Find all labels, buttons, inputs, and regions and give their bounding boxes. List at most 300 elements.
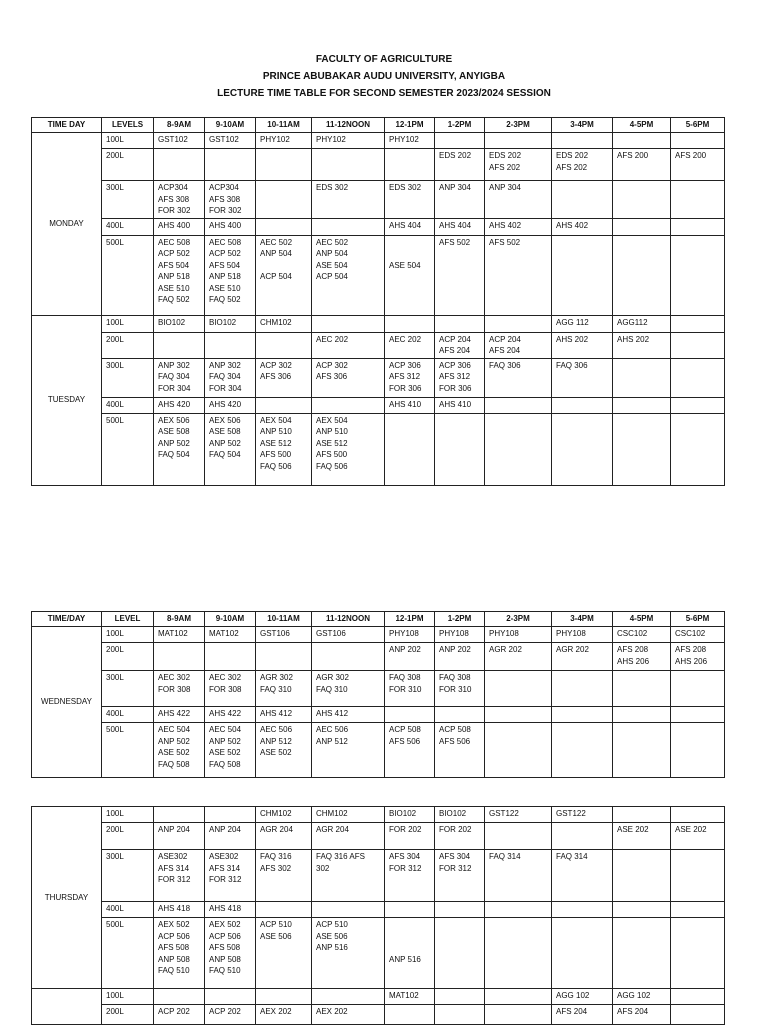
- course-cell: AEC 502 ANP 504 ASE 504 ACP 504: [312, 235, 385, 315]
- course-cell: AHS 410: [435, 397, 485, 413]
- course-cell: AFS 208 AHS 206: [613, 643, 671, 671]
- table-row: [32, 643, 725, 671]
- course-cell: ANP 302 FAQ 304 FOR 304: [154, 358, 205, 397]
- course-cell: ACP 204 AFS 204: [485, 332, 552, 358]
- course-cell: [154, 989, 205, 1005]
- course-cell: BIO102: [154, 315, 205, 332]
- course-cell: [312, 989, 385, 1005]
- course-cell: [485, 413, 552, 485]
- course-cell: [435, 918, 485, 989]
- column-header: 1-2PM: [435, 118, 485, 133]
- column-header: 2-3PM: [485, 612, 552, 627]
- table-row: [32, 902, 725, 918]
- course-cell: AEC 202: [312, 332, 385, 358]
- course-cell: [613, 397, 671, 413]
- course-cell: [256, 332, 312, 358]
- course-cell: ACP 202: [205, 1005, 256, 1025]
- faculty-heading: FACULTY OF AGRICULTURE: [315, 54, 453, 65]
- course-cell: ACP 306 AFS 312 FOR 306: [435, 358, 485, 397]
- course-cell: [671, 315, 725, 332]
- course-cell: [154, 149, 205, 181]
- course-cell: FAQ 314: [485, 850, 552, 902]
- course-cell: FOR 202: [435, 823, 485, 850]
- column-header: 8-9AM: [154, 612, 205, 627]
- level-cell: 200L: [102, 332, 154, 358]
- course-cell: FAQ 316 AFS 302: [256, 850, 312, 902]
- course-cell: ANP 302 FAQ 304 FOR 304: [205, 358, 256, 397]
- course-cell: ANP 202: [435, 643, 485, 671]
- table-row: [32, 315, 725, 332]
- column-header: 4-5PM: [613, 612, 671, 627]
- column-header: 12-1PM: [385, 612, 435, 627]
- course-cell: [435, 315, 485, 332]
- course-cell: CHM102: [312, 807, 385, 823]
- course-cell: [552, 902, 613, 918]
- course-cell: [671, 358, 725, 397]
- table-row: [32, 850, 725, 902]
- course-cell: ANP 304: [485, 181, 552, 219]
- course-cell: [435, 989, 485, 1005]
- course-cell: [205, 807, 256, 823]
- course-cell: [552, 823, 613, 850]
- course-cell: [613, 181, 671, 219]
- course-cell: FAQ 306: [552, 358, 613, 397]
- table-row: [32, 133, 725, 149]
- course-cell: [435, 902, 485, 918]
- course-cell: AHS 400: [154, 218, 205, 235]
- column-header: 1-2PM: [435, 612, 485, 627]
- course-cell: AGR 204: [312, 823, 385, 850]
- course-cell: ANP 304: [435, 181, 485, 219]
- table-row: [32, 807, 725, 823]
- course-cell: MAT102: [154, 627, 205, 643]
- course-cell: [613, 707, 671, 723]
- course-cell: AEC 504 ANP 502 ASE 502 FAQ 508: [154, 723, 205, 778]
- level-cell: 200L: [102, 1005, 154, 1025]
- course-cell: [485, 671, 552, 707]
- course-cell: AHS 202: [552, 332, 613, 358]
- course-cell: AHS 412: [312, 707, 385, 723]
- course-cell: [435, 133, 485, 149]
- table-row: [32, 332, 725, 358]
- course-cell: AFS 502: [485, 235, 552, 315]
- course-cell: [485, 989, 552, 1005]
- level-cell: 100L: [102, 133, 154, 149]
- course-cell: ASE 202: [613, 823, 671, 850]
- level-cell: 500L: [102, 723, 154, 778]
- course-cell: AHS 420: [154, 397, 205, 413]
- course-cell: AHS 402: [485, 218, 552, 235]
- course-cell: AGR 302 FAQ 310: [256, 671, 312, 707]
- column-header: 3-4PM: [552, 118, 613, 133]
- course-cell: [552, 397, 613, 413]
- course-cell: ANP 204: [154, 823, 205, 850]
- column-header: 9-10AM: [205, 118, 256, 133]
- course-cell: FOR 202: [385, 823, 435, 850]
- timetable-table-1: [31, 117, 725, 486]
- course-cell: AHS 202: [613, 332, 671, 358]
- course-cell: AEX 506 ASE 508 ANP 502 FAQ 504: [154, 413, 205, 485]
- course-cell: ACP 204 AFS 204: [435, 332, 485, 358]
- course-cell: AEC 302 FOR 308: [205, 671, 256, 707]
- course-cell: [671, 181, 725, 219]
- course-cell: [552, 723, 613, 778]
- column-header: 10-11AM: [256, 118, 312, 133]
- course-cell: [154, 332, 205, 358]
- course-cell: AEC 506 ANP 512: [312, 723, 385, 778]
- course-cell: [671, 807, 725, 823]
- course-cell: EDS 302: [312, 181, 385, 219]
- course-cell: [385, 707, 435, 723]
- level-cell: 400L: [102, 902, 154, 918]
- course-cell: ACP 508 AFS 506: [385, 723, 435, 778]
- column-header: TIME DAY: [32, 118, 102, 133]
- day-cell: [32, 989, 102, 1025]
- course-cell: AEC 508 ACP 502 AFS 504 ANP 518 ASE 510 FAQ 502: [154, 235, 205, 315]
- course-cell: AEX 506 ASE 508 ANP 502 FAQ 504: [205, 413, 256, 485]
- course-cell: [485, 902, 552, 918]
- course-cell: AGG 102: [613, 989, 671, 1005]
- column-header: 11-12NOON: [312, 118, 385, 133]
- table-row: [32, 149, 725, 181]
- course-cell: ACP 510 ASE 506: [256, 918, 312, 989]
- course-cell: [613, 807, 671, 823]
- course-cell: [312, 315, 385, 332]
- course-cell: AEC 508 ACP 502 AFS 504 ANP 518 ASE 510 FAQ 502: [205, 235, 256, 315]
- course-cell: [485, 723, 552, 778]
- level-cell: 200L: [102, 643, 154, 671]
- table-row: [32, 218, 725, 235]
- course-cell: ANP 204: [205, 823, 256, 850]
- course-cell: [312, 218, 385, 235]
- course-cell: GST102: [205, 133, 256, 149]
- course-cell: [256, 218, 312, 235]
- course-cell: FAQ 308 FOR 310: [385, 671, 435, 707]
- course-cell: AGR 202: [552, 643, 613, 671]
- course-cell: FAQ 316 AFS 302: [312, 850, 385, 902]
- course-cell: [435, 413, 485, 485]
- course-cell: AFS 200: [613, 149, 671, 181]
- level-cell: 100L: [102, 627, 154, 643]
- course-cell: ASE302 AFS 314 FOR 312: [154, 850, 205, 902]
- course-cell: ASE302 AFS 314 FOR 312: [205, 850, 256, 902]
- course-cell: EDS 202 AFS 202: [552, 149, 613, 181]
- table-row: [32, 823, 725, 850]
- course-cell: [205, 643, 256, 671]
- course-cell: [485, 133, 552, 149]
- course-cell: AEC 302 FOR 308: [154, 671, 205, 707]
- level-cell: 400L: [102, 218, 154, 235]
- level-cell: 300L: [102, 671, 154, 707]
- course-cell: [552, 918, 613, 989]
- column-header: 5-6PM: [671, 118, 725, 133]
- course-cell: ACP 302 AFS 306: [256, 358, 312, 397]
- course-cell: AEC 202: [385, 332, 435, 358]
- course-cell: GST106: [256, 627, 312, 643]
- course-cell: [485, 315, 552, 332]
- course-cell: [205, 989, 256, 1005]
- level-cell: 100L: [102, 989, 154, 1005]
- course-cell: AFS 200: [671, 149, 725, 181]
- course-cell: MAT102: [385, 989, 435, 1005]
- level-cell: 400L: [102, 397, 154, 413]
- course-cell: [613, 671, 671, 707]
- course-cell: [256, 181, 312, 219]
- course-cell: [613, 902, 671, 918]
- level-cell: 500L: [102, 918, 154, 989]
- course-cell: CSC102: [613, 627, 671, 643]
- course-cell: ANP 202: [385, 643, 435, 671]
- course-cell: AFS 204: [552, 1005, 613, 1025]
- course-cell: AHS 404: [435, 218, 485, 235]
- course-cell: MAT102: [205, 627, 256, 643]
- course-cell: AFS 502: [435, 235, 485, 315]
- course-cell: AFS 304 FOR 312: [385, 850, 435, 902]
- day-cell: WEDNESDAY: [32, 627, 102, 778]
- course-cell: AHS 418: [154, 902, 205, 918]
- course-cell: ASE 202: [671, 823, 725, 850]
- course-cell: GST122: [485, 807, 552, 823]
- course-cell: AHS 402: [552, 218, 613, 235]
- course-cell: AGR 202: [485, 643, 552, 671]
- course-cell: [205, 332, 256, 358]
- course-cell: BIO102: [205, 315, 256, 332]
- course-cell: AEC 502 ANP 504 ACP 504: [256, 235, 312, 315]
- course-cell: EDS 302: [385, 181, 435, 219]
- course-cell: [613, 918, 671, 989]
- course-cell: AGR 204: [256, 823, 312, 850]
- course-cell: [485, 707, 552, 723]
- course-cell: [552, 707, 613, 723]
- course-cell: BIO102: [385, 807, 435, 823]
- day-cell: TUESDAY: [32, 315, 102, 485]
- course-cell: [485, 1005, 552, 1025]
- column-header: LEVEL: [102, 612, 154, 627]
- course-cell: ACP 302 AFS 306: [312, 358, 385, 397]
- column-header: TIME/DAY: [32, 612, 102, 627]
- course-cell: AEX 202: [256, 1005, 312, 1025]
- table-row: [32, 397, 725, 413]
- course-cell: AEC 506 ANP 512 ASE 502: [256, 723, 312, 778]
- course-cell: CHM102: [256, 315, 312, 332]
- course-cell: [671, 723, 725, 778]
- column-header: 9-10AM: [205, 612, 256, 627]
- university-heading: PRINCE ABUBAKAR AUDU UNIVERSITY, ANYIGBA: [262, 71, 506, 82]
- table-row: [32, 707, 725, 723]
- column-header: LEVELS: [102, 118, 154, 133]
- course-cell: PHY108: [435, 627, 485, 643]
- course-cell: EDS 202 AFS 202: [485, 149, 552, 181]
- course-cell: [552, 181, 613, 219]
- column-header: 2-3PM: [485, 118, 552, 133]
- course-cell: AHS 418: [205, 902, 256, 918]
- table-row: [32, 358, 725, 397]
- course-cell: [613, 218, 671, 235]
- course-cell: [312, 397, 385, 413]
- course-cell: [671, 707, 725, 723]
- level-cell: 200L: [102, 823, 154, 850]
- course-cell: AHS 404: [385, 218, 435, 235]
- level-cell: 500L: [102, 413, 154, 485]
- course-cell: AFS 304 FOR 312: [435, 850, 485, 902]
- course-cell: BIO102: [435, 807, 485, 823]
- course-cell: AGG112: [613, 315, 671, 332]
- level-cell: 100L: [102, 807, 154, 823]
- course-cell: ACP304 AFS 308 FOR 302: [205, 181, 256, 219]
- course-cell: ASE 504: [385, 235, 435, 315]
- course-cell: [671, 850, 725, 902]
- course-cell: AHS 422: [205, 707, 256, 723]
- course-cell: FAQ 308 FOR 310: [435, 671, 485, 707]
- course-cell: [154, 643, 205, 671]
- course-cell: [312, 643, 385, 671]
- course-cell: PHY108: [385, 627, 435, 643]
- column-header: 12-1PM: [385, 118, 435, 133]
- course-cell: [385, 315, 435, 332]
- table-row: [32, 671, 725, 707]
- course-cell: ACP 306 AFS 312 FOR 306: [385, 358, 435, 397]
- course-cell: [385, 1005, 435, 1025]
- course-cell: [613, 358, 671, 397]
- course-cell: ACP 510 ASE 506 ANP 516: [312, 918, 385, 989]
- course-cell: GST106: [312, 627, 385, 643]
- course-cell: AHS 420: [205, 397, 256, 413]
- course-cell: AGR 302 FAQ 310: [312, 671, 385, 707]
- level-cell: 200L: [102, 149, 154, 181]
- course-cell: [671, 218, 725, 235]
- course-cell: PHY108: [485, 627, 552, 643]
- course-cell: [671, 332, 725, 358]
- course-cell: [435, 707, 485, 723]
- course-cell: AHS 410: [385, 397, 435, 413]
- course-cell: [552, 671, 613, 707]
- table-row: [32, 989, 725, 1005]
- course-cell: [256, 902, 312, 918]
- course-cell: [256, 643, 312, 671]
- course-cell: AEC 504 ANP 502 ASE 502 FAQ 508: [205, 723, 256, 778]
- course-cell: [671, 133, 725, 149]
- course-cell: GST102: [154, 133, 205, 149]
- course-cell: FAQ 306: [485, 358, 552, 397]
- course-cell: [485, 397, 552, 413]
- course-cell: PHY102: [312, 133, 385, 149]
- course-cell: [485, 823, 552, 850]
- course-cell: [671, 918, 725, 989]
- course-cell: [256, 149, 312, 181]
- course-cell: [154, 807, 205, 823]
- column-header: 8-9AM: [154, 118, 205, 133]
- course-cell: FAQ 314: [552, 850, 613, 902]
- course-cell: [613, 850, 671, 902]
- course-cell: AFS 208 AHS 206: [671, 643, 725, 671]
- level-cell: 300L: [102, 358, 154, 397]
- course-cell: AEX 502 ACP 506 AFS 508 ANP 508 FAQ 510: [205, 918, 256, 989]
- course-cell: [385, 149, 435, 181]
- course-cell: [613, 133, 671, 149]
- course-cell: [485, 918, 552, 989]
- course-cell: [552, 413, 613, 485]
- course-cell: PHY108: [552, 627, 613, 643]
- table-row: [32, 918, 725, 989]
- course-cell: AHS 412: [256, 707, 312, 723]
- column-header: 3-4PM: [552, 612, 613, 627]
- level-cell: 100L: [102, 315, 154, 332]
- table-row: [32, 413, 725, 485]
- course-cell: ACP 508 AFS 506: [435, 723, 485, 778]
- course-cell: [552, 133, 613, 149]
- course-cell: GST122: [552, 807, 613, 823]
- timetable-table-3: [31, 806, 725, 1025]
- course-cell: [671, 1005, 725, 1025]
- table-row: [32, 627, 725, 643]
- course-cell: [385, 902, 435, 918]
- course-cell: AFS 204: [613, 1005, 671, 1025]
- course-cell: [671, 671, 725, 707]
- level-cell: 500L: [102, 235, 154, 315]
- column-header: 11-12NOON: [312, 612, 385, 627]
- course-cell: [256, 989, 312, 1005]
- course-cell: EDS 202: [435, 149, 485, 181]
- header-row: [32, 118, 725, 133]
- course-cell: [205, 149, 256, 181]
- course-cell: [671, 989, 725, 1005]
- course-cell: AGG 102: [552, 989, 613, 1005]
- course-cell: ACP304 AFS 308 FOR 302: [154, 181, 205, 219]
- course-cell: [613, 413, 671, 485]
- course-cell: PHY102: [256, 133, 312, 149]
- day-cell: THURSDAY: [32, 807, 102, 989]
- table-row: [32, 1005, 725, 1025]
- course-cell: AHS 422: [154, 707, 205, 723]
- column-header: 5-6PM: [671, 612, 725, 627]
- level-cell: 300L: [102, 181, 154, 219]
- course-cell: [671, 902, 725, 918]
- course-cell: AEX 202: [312, 1005, 385, 1025]
- course-cell: [671, 235, 725, 315]
- course-cell: [671, 397, 725, 413]
- course-cell: ACP 202: [154, 1005, 205, 1025]
- course-cell: [671, 413, 725, 485]
- course-cell: [312, 902, 385, 918]
- course-cell: AHS 400: [205, 218, 256, 235]
- timetable-heading: LECTURE TIME TABLE FOR SECOND SEMESTER 2023/2024 SESSION: [217, 88, 551, 99]
- course-cell: [613, 235, 671, 315]
- course-cell: ANP 516: [385, 918, 435, 989]
- column-header: 10-11AM: [256, 612, 312, 627]
- course-cell: PHY102: [385, 133, 435, 149]
- level-cell: 300L: [102, 850, 154, 902]
- course-cell: [385, 413, 435, 485]
- course-cell: [552, 235, 613, 315]
- course-cell: [256, 397, 312, 413]
- level-cell: 400L: [102, 707, 154, 723]
- table-row: [32, 181, 725, 219]
- table-row: [32, 723, 725, 778]
- course-cell: AEX 504 ANP 510 ASE 512 AFS 500 FAQ 506: [256, 413, 312, 485]
- day-cell: MONDAY: [32, 133, 102, 316]
- header-row: [32, 612, 725, 627]
- course-cell: AEX 504 ANP 510 ASE 512 AFS 500 FAQ 506: [312, 413, 385, 485]
- course-cell: CSC102: [671, 627, 725, 643]
- course-cell: AGG 112: [552, 315, 613, 332]
- course-cell: [613, 723, 671, 778]
- column-header: 4-5PM: [613, 118, 671, 133]
- course-cell: AEX 502 ACP 506 AFS 508 ANP 508 FAQ 510: [154, 918, 205, 989]
- course-cell: [312, 149, 385, 181]
- course-cell: [435, 1005, 485, 1025]
- timetable-table-2: [31, 611, 725, 778]
- course-cell: CHM102: [256, 807, 312, 823]
